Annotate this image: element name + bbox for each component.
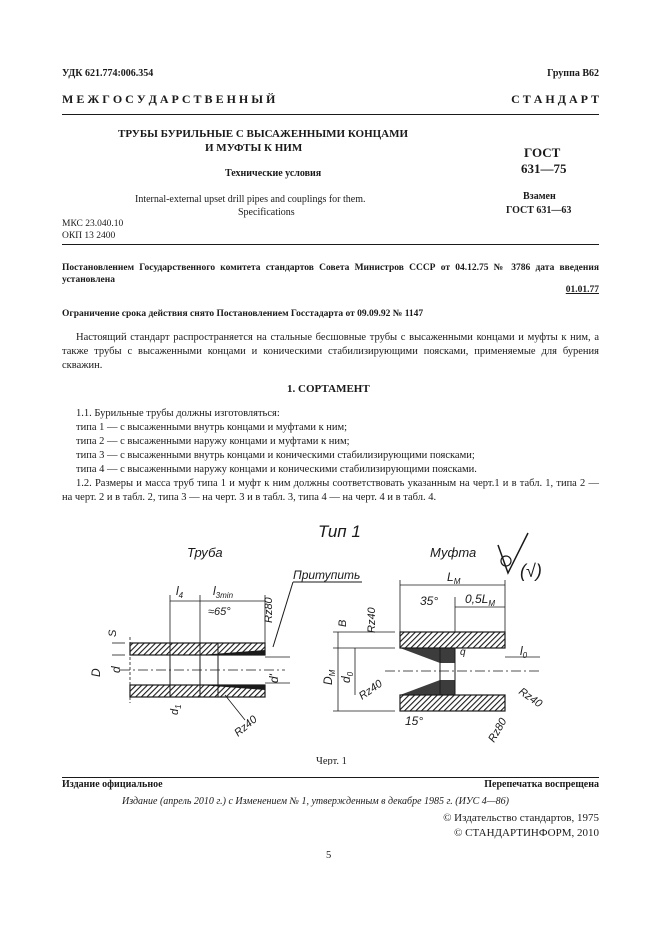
interstate-banner: М Е Ж Г О С У Д А Р С Т В Е Н Н Ы Й [62, 92, 276, 106]
limit-removed-text: Ограничение срока действия снято Постановлением Госстадарта от 09.09.92 № 1147 [62, 309, 424, 319]
reprint-prohibited: Перепечатка воспрещена [484, 779, 599, 790]
svg-text:d0: $d_0$ [339, 671, 355, 683]
svg-text:Rz80: Rz80 [486, 716, 510, 745]
svg-text:Rz80: Rz80 [263, 597, 275, 623]
svg-text:0,5LM: $0,5L_M$ [465, 592, 496, 608]
svg-text:Rz40: Rz40 [516, 685, 545, 711]
svg-text:q: q [460, 647, 466, 658]
pipe-label: Труба [187, 545, 223, 560]
figure-title: Тип 1 [318, 522, 361, 541]
title-divider [62, 244, 599, 245]
coupling-section-drawing [321, 570, 545, 745]
svg-text:LM: $L_M$ [447, 570, 461, 586]
svg-text:B: B [337, 619, 349, 627]
svg-text:D: D [89, 668, 103, 677]
roughness-check: (√) [520, 561, 542, 581]
coupling-label: Муфта [430, 545, 477, 560]
figure-caption: Черт. 1 [316, 756, 347, 765]
blunt-label: Притупить [293, 568, 361, 582]
group-code: Группа В62 [547, 68, 599, 79]
type-2-item: типа 2 — с высаженными наружу концами и муфтами к ним; [76, 436, 350, 447]
svg-text:Rz40: Rz40 [232, 713, 260, 740]
header-divider [62, 114, 599, 115]
pipe-section-drawing [89, 584, 290, 739]
svg-text:l4: $l_4$ [176, 584, 184, 600]
clause-1-2: 1.2. Размеры и масса труб типа 1 и муфт к ним должны соответствовать указанным на черт.1 и в табл. 1, типа 2 — на черт. 2 и в табл. 2, типа 3 — на черт. 3 и в табл. 3, типа 4 — на черт. 4 и в табл. 4. [62, 478, 599, 503]
page-number: 5 [326, 850, 332, 861]
svg-text:d': d' [267, 674, 281, 683]
replaced-label: Взамен [523, 191, 556, 202]
svg-text:d: d [109, 666, 123, 673]
svg-text:S: S [107, 629, 119, 637]
copyright-2010: © СТАНДАРТИНФОРМ, 2010 [454, 827, 599, 839]
svg-text:l0: $l_0$ [520, 644, 528, 660]
gost-label: ГОСТ [524, 145, 561, 160]
gost-number: 631—75 [521, 161, 567, 176]
roughness-symbol-icon [498, 533, 542, 581]
edition-note: Издание (апрель 2010 г.) с Изменением № 1, утвержденным в декабре 1985 г. (ИУС 4—86) [122, 796, 509, 807]
effective-date: 01.01.77 [565, 285, 599, 295]
okp-code: ОКП 13 2400 [62, 231, 116, 241]
udk-code: УДК 621.774:006.354 [62, 68, 154, 79]
intro-paragraph: Настоящий стандарт распространяется на стальные бесшовные трубы с высаженными концами и муфты к ним, а также трубы с высаженными концами и коническими стабилизирующими поясками, применяемые для бурения скважин. [62, 332, 599, 371]
copyright-1975: © Издательство стандартов, 1975 [443, 812, 599, 824]
svg-text:l3min: $l_{3min}$ [213, 584, 234, 600]
title-line2: И МУФТЫ К НИМ [205, 142, 303, 154]
type-3-item: типа 3 — с высаженными внутрь концами и коническими стабилизирующими поясками; [76, 450, 475, 461]
subtitle: Технические условия [225, 168, 322, 179]
svg-text:d1: $d_1$ [169, 704, 183, 715]
type-4-item: типа 4 — с высаженными наружу концами и коническими стабилизирующими поясками. [76, 464, 477, 475]
svg-text:35°: 35° [420, 594, 439, 608]
standard-banner: С Т А Н Д А Р Т [511, 92, 599, 106]
svg-text:≈65°: ≈65° [208, 606, 231, 618]
svg-text:15°: 15° [405, 714, 424, 728]
english-title-line2: Specifications [238, 207, 295, 218]
official-edition: Издание официальное [62, 779, 163, 790]
mks-code: МКС 23.040.10 [62, 219, 124, 229]
svg-text:DM: $D_M$ [321, 669, 337, 685]
type-1-item: типа 1 — с высаженными внутрь концами и муфтами к ним; [76, 422, 348, 433]
svg-text:Rz40: Rz40 [356, 677, 385, 703]
svg-text:Rz40: Rz40 [366, 607, 378, 633]
figure-type1 [0, 515, 661, 765]
english-title-line1: Internal-external upset drill pipes and couplings for them. [135, 194, 366, 205]
title-line1: ТРУБЫ БУРИЛЬНЫЕ С ВЫСАЖЕННЫМИ КОНЦАМИ [118, 128, 409, 140]
section-heading: 1. СОРТАМЕНТ [287, 383, 370, 395]
clause-1-1: 1.1. Бурильные трубы должны изготовляться: [76, 408, 280, 419]
replaced-standard: ГОСТ 631—63 [506, 205, 572, 216]
footer-divider [62, 777, 599, 778]
decree-text: Постановлением Государственного комитета стандартов Совета Министров СССР от 04.12.75 № 3786 дата введения установлена [62, 263, 599, 285]
